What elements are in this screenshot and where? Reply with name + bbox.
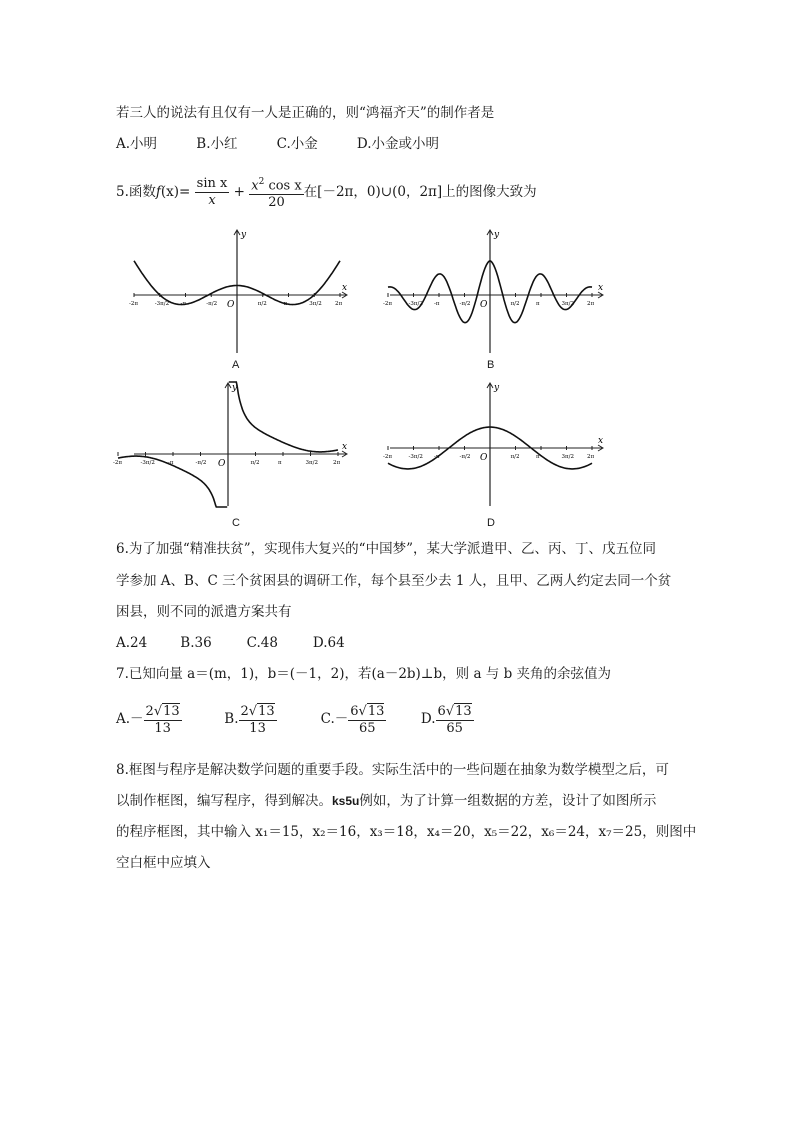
x-axis-label: x [598, 283, 604, 293]
q7-c-radical: √ [358, 703, 367, 719]
q7-option-a[interactable] [116, 697, 220, 741]
q8-line-2a: 以制作框图，编写程序，得到解决。 [116, 793, 332, 809]
origin-label: O [480, 453, 488, 463]
q5-func-arg: (x) [160, 184, 180, 201]
graph-label-b: B [487, 359, 495, 371]
tick-label: π/2 [250, 460, 260, 466]
q6-option-a[interactable]: A.24 [116, 635, 148, 651]
q6-option-c[interactable]: C.48 [246, 635, 278, 651]
q7-d-prefix: D. [420, 711, 436, 727]
q5-frac2-base: x [251, 178, 259, 194]
q5-func-name: f [155, 184, 161, 201]
q6-line-2: 学参加 A、B、C 三个贫困县的调研工作，每个县至少去 1 人，且甲、乙两人约定去同一个贫 [116, 573, 672, 589]
tick-label: -π/2 [206, 301, 218, 307]
tick-label: -2π [129, 301, 138, 307]
q8-line-1: 8.框图与程序是解决数学问题的重要手段。实际生活中的一些问题在抽象为数学模型之后，可 [116, 762, 669, 778]
q7-c-den: 65 [359, 720, 376, 736]
tick-label: 3π/2 [309, 301, 322, 307]
tick-label: -2π [383, 454, 392, 460]
tick-label: π [536, 454, 540, 460]
q5-frac2-exp: 2 [258, 177, 265, 187]
q5-eq: = [179, 184, 191, 201]
tick-label: 2π [587, 301, 595, 307]
x-axis-label: x [598, 436, 604, 446]
graph-svg [113, 378, 350, 510]
q7-d-root: 13 [455, 703, 472, 719]
tick-label: -2π [113, 460, 122, 466]
tick-label: π [283, 301, 288, 307]
q7-options [116, 697, 474, 741]
function-curve [229, 382, 338, 452]
tick-label: -π [434, 301, 440, 307]
intro-options [116, 134, 439, 154]
graph-svg [383, 225, 606, 357]
y-axis-label: y [494, 383, 500, 393]
q8-line-4: 空白框中应填入 [116, 855, 211, 871]
q7-a-den: 13 [154, 720, 171, 736]
option-d[interactable]: D.小金或小明 [356, 136, 440, 152]
q7-option-c[interactable] [321, 697, 417, 741]
q5-frac2-den: 20 [268, 195, 285, 211]
q7-b-coef: 2 [240, 703, 249, 719]
tick-label: 3π/2 [305, 460, 318, 466]
graph-d[interactable] [383, 378, 606, 514]
tick-label: -3π/2 [154, 301, 170, 307]
q5-frac2 [249, 174, 303, 211]
q6-options [116, 633, 345, 653]
q8-line-2b: 例如，为了计算一组数据的方差，设计了如图所示 [359, 793, 657, 809]
graph-b[interactable] [383, 225, 606, 361]
q5-frac1-num: sin x [196, 176, 228, 192]
tick-label: -π [168, 460, 174, 466]
x-axis-label: x [342, 283, 348, 293]
q7-a-radical: √ [153, 703, 163, 719]
q7-d-den: 65 [446, 720, 463, 736]
q7-a-root: 13 [163, 703, 180, 719]
graph-a[interactable] [130, 225, 350, 361]
y-axis-label: y [232, 383, 238, 393]
q6-option-b[interactable]: B.36 [180, 635, 212, 651]
origin-label: O [218, 459, 226, 469]
y-axis-label: y [494, 230, 500, 240]
option-b[interactable]: B.小红 [196, 136, 238, 152]
tick-label: 2π [587, 454, 595, 460]
tick-label: -3π/2 [408, 301, 423, 307]
q7-a-coef: 2 [145, 703, 154, 719]
q7-d-coef: 6 [437, 703, 446, 719]
q5-stem [116, 174, 537, 211]
q6-line-1: 6.为了加强“精准扶贫”，实现伟大复兴的“中国梦”，某大学派遣甲、乙、丙、丁、戊五位同 [116, 541, 656, 557]
tick-label: -π/2 [459, 454, 471, 460]
q5-domain-text: 在[－2π，0)∪(0，2π]上的图像大致为 [303, 184, 537, 201]
option-a[interactable]: A.小明 [116, 136, 158, 152]
origin-label: O [480, 300, 488, 310]
q7-d-radical: √ [445, 703, 455, 719]
x-axis-label: x [342, 442, 348, 452]
q7-option-b[interactable] [224, 697, 316, 741]
tick-label: -π [180, 301, 186, 307]
q7-option-d[interactable] [421, 697, 474, 741]
q8-line-2 [116, 791, 656, 811]
q6-line-3: 困县，则不同的派遣方案共有 [116, 604, 292, 620]
graph-label-a: A [232, 359, 240, 371]
tick-label: -3π/2 [140, 460, 155, 466]
tick-label: -π [434, 454, 440, 460]
q7-c-root: 13 [367, 703, 385, 719]
q6-option-d[interactable]: D.64 [312, 635, 345, 651]
graph-svg [130, 225, 350, 357]
q5-frac1-den: x [208, 193, 216, 209]
tick-label: 3π/2 [561, 301, 574, 307]
q7-b-den: 13 [249, 720, 266, 736]
tick-label: -3π/2 [408, 454, 423, 460]
tick-label: -π/2 [195, 460, 207, 466]
q8-brand: ks5u [332, 794, 360, 808]
tick-label: π/2 [257, 301, 267, 307]
q7-b-root: 13 [258, 703, 275, 719]
tick-label: 3π/2 [561, 454, 574, 460]
graph-c[interactable] [113, 378, 350, 514]
origin-label: O [227, 300, 235, 310]
tick-label: 2π [335, 301, 343, 307]
option-c[interactable]: C.小金 [276, 136, 318, 152]
q5-plus: + [233, 184, 245, 201]
tick-label: π/2 [510, 454, 520, 460]
q7-c-coef: 6 [350, 703, 359, 719]
y-axis-label: y [241, 230, 247, 240]
q5-frac2-rest: cos x [264, 178, 302, 194]
q7-stem: 7.已知向量 a＝(m，1)，b＝(－1，2)，若(a－2b)⊥b，则 a 与 b 夹角的余弦值为 [116, 666, 612, 682]
tick-label: π [278, 460, 282, 466]
q5-number: 5.函数 [116, 184, 156, 201]
q8-line-3: 的程序框图，其中输入 x₁＝15，x₂＝16，x₃＝18，x₄＝20，x₅＝22，x₆＝24，x₇＝25，则图中 [116, 824, 697, 840]
q5-frac1 [195, 176, 230, 209]
graph-label-d: D [487, 517, 495, 529]
tick-label: 2π [333, 460, 341, 466]
q7-b-prefix: B. [224, 711, 239, 727]
q7-b-radical: √ [248, 703, 258, 719]
intro-line: 若三人的说法有且仅有一人是正确的，则“鸿福齐天”的制作者是 [116, 105, 495, 121]
tick-label: -2π [383, 301, 392, 307]
tick-label: -π/2 [459, 301, 471, 307]
graph-svg [383, 378, 606, 510]
tick-label: π [536, 301, 540, 307]
graph-label-c: C [232, 517, 240, 529]
q7-c-prefix: C.－ [320, 711, 349, 727]
tick-label: π/2 [510, 301, 520, 307]
q7-a-prefix: A.－ [116, 711, 144, 727]
